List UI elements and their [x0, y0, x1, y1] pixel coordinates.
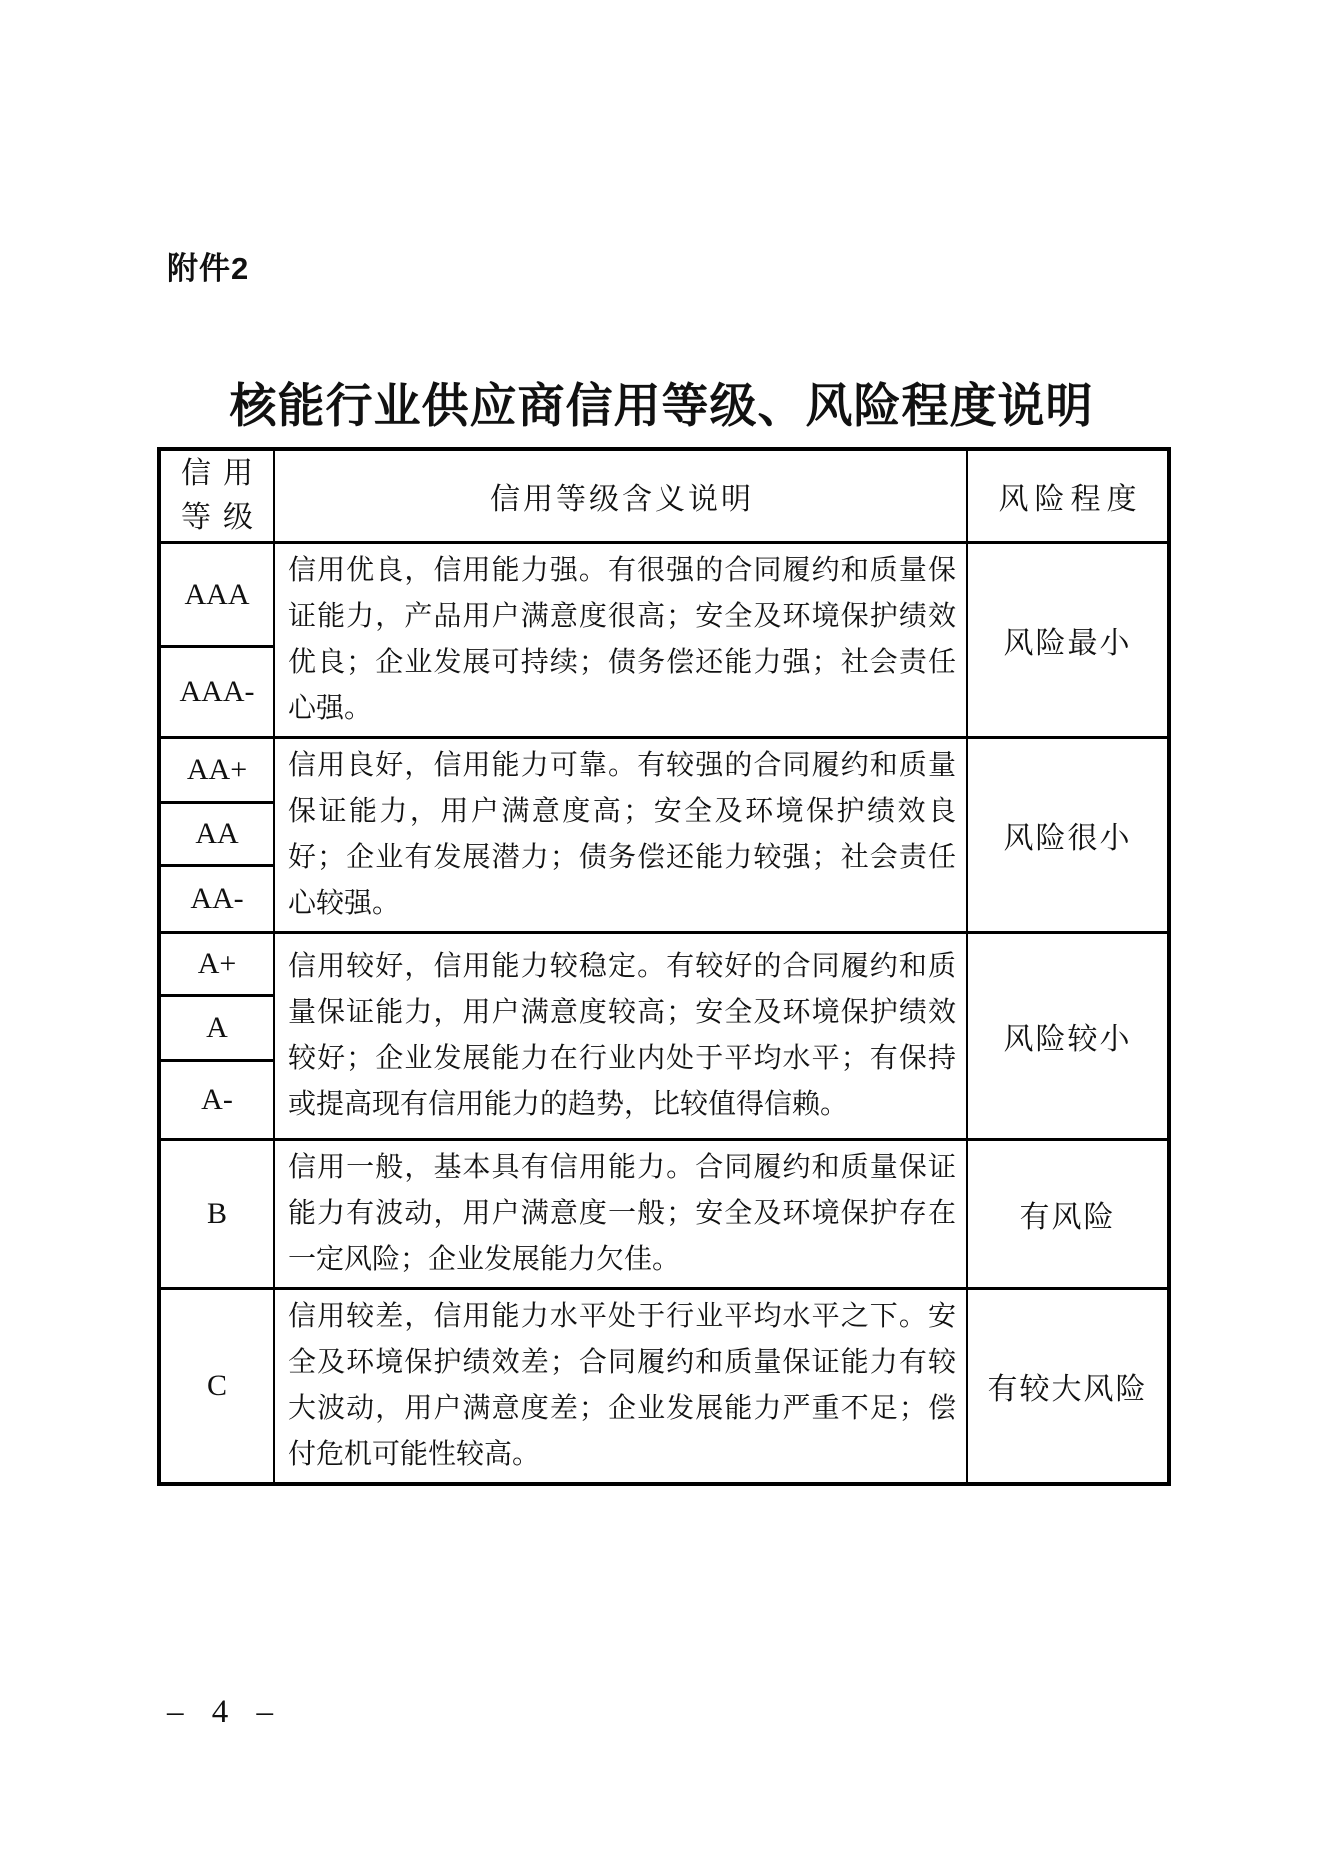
rating-cell-b: B	[159, 1140, 274, 1289]
rating-cell-a-plus: A+	[159, 933, 274, 996]
header-risk	[967, 449, 1169, 543]
rating-cell-aa-minus: AA-	[159, 865, 274, 932]
table-row	[159, 543, 1169, 647]
attachment-label: 附件2	[167, 251, 250, 286]
risk-cell-group3: 风险较小	[967, 933, 1169, 1140]
rating-cell-aa-plus: AA+	[159, 738, 274, 803]
risk-cell-group1: 风险最小	[967, 543, 1169, 738]
header-credit-rating	[159, 449, 274, 543]
header-credit-rating-line1: 信用	[181, 457, 265, 490]
table-row	[159, 1289, 1169, 1485]
meaning-cell-group3: 信用较好，信用能力较稳定。有较好的合同履约和质量保证能力，用户满意度较高；安全及环境保护绩效较好；企业发展能力在行业内处于平均水平；有保持或提高现有信用能力的趋势，比较值得信赖。	[274, 933, 967, 1140]
meaning-cell-group1: 信用优良，信用能力强。有很强的合同履约和质量保证能力，产品用户满意度很高；安全及环境保护绩效优良；企业发展可持续；债务偿还能力强；社会责任心强。	[274, 543, 967, 738]
page-title: 核能行业供应商信用等级、风险程度说明	[229, 381, 1094, 433]
table-row	[159, 1140, 1169, 1289]
risk-cell-group4: 有风险	[967, 1140, 1169, 1289]
header-risk-label: 风险程度	[998, 483, 1143, 516]
rating-cell-c: C	[159, 1289, 274, 1485]
meaning-cell-group2: 信用良好，信用能力可靠。有较强的合同履约和质量保证能力，用户满意度高；安全及环境保护绩效良好；企业有发展潜力；债务偿还能力较强；社会责任心较强。	[274, 738, 967, 933]
rating-cell-a: A	[159, 996, 274, 1061]
meaning-cell-group5: 信用较差，信用能力水平处于行业平均水平之下。安全及环境保护绩效差；合同履约和质量保证能力有较大波动，用户满意度差；企业发展能力严重不足；偿付危机可能性较高。	[274, 1289, 967, 1485]
rating-cell-aaa-minus: AAA-	[159, 647, 274, 738]
rating-cell-aaa: AAA	[159, 543, 274, 647]
header-meaning	[274, 449, 967, 543]
risk-cell-group2: 风险很小	[967, 738, 1169, 933]
rating-cell-aa: AA	[159, 803, 274, 865]
credit-rating-table	[157, 447, 1171, 1486]
meaning-cell-group4: 信用一般，基本具有信用能力。合同履约和质量保证能力有波动，用户满意度一般；安全及环境保护存在一定风险；企业发展能力欠佳。	[274, 1140, 967, 1289]
page-number: – 4 –	[167, 1694, 283, 1730]
table-header-row	[159, 449, 1169, 543]
rating-cell-a-minus: A-	[159, 1061, 274, 1140]
table-row	[159, 738, 1169, 803]
table-row	[159, 933, 1169, 996]
risk-cell-group5: 有较大风险	[967, 1289, 1169, 1485]
header-meaning-label: 信用等级含义说明	[490, 483, 754, 516]
header-credit-rating-line2: 等级	[181, 501, 265, 534]
